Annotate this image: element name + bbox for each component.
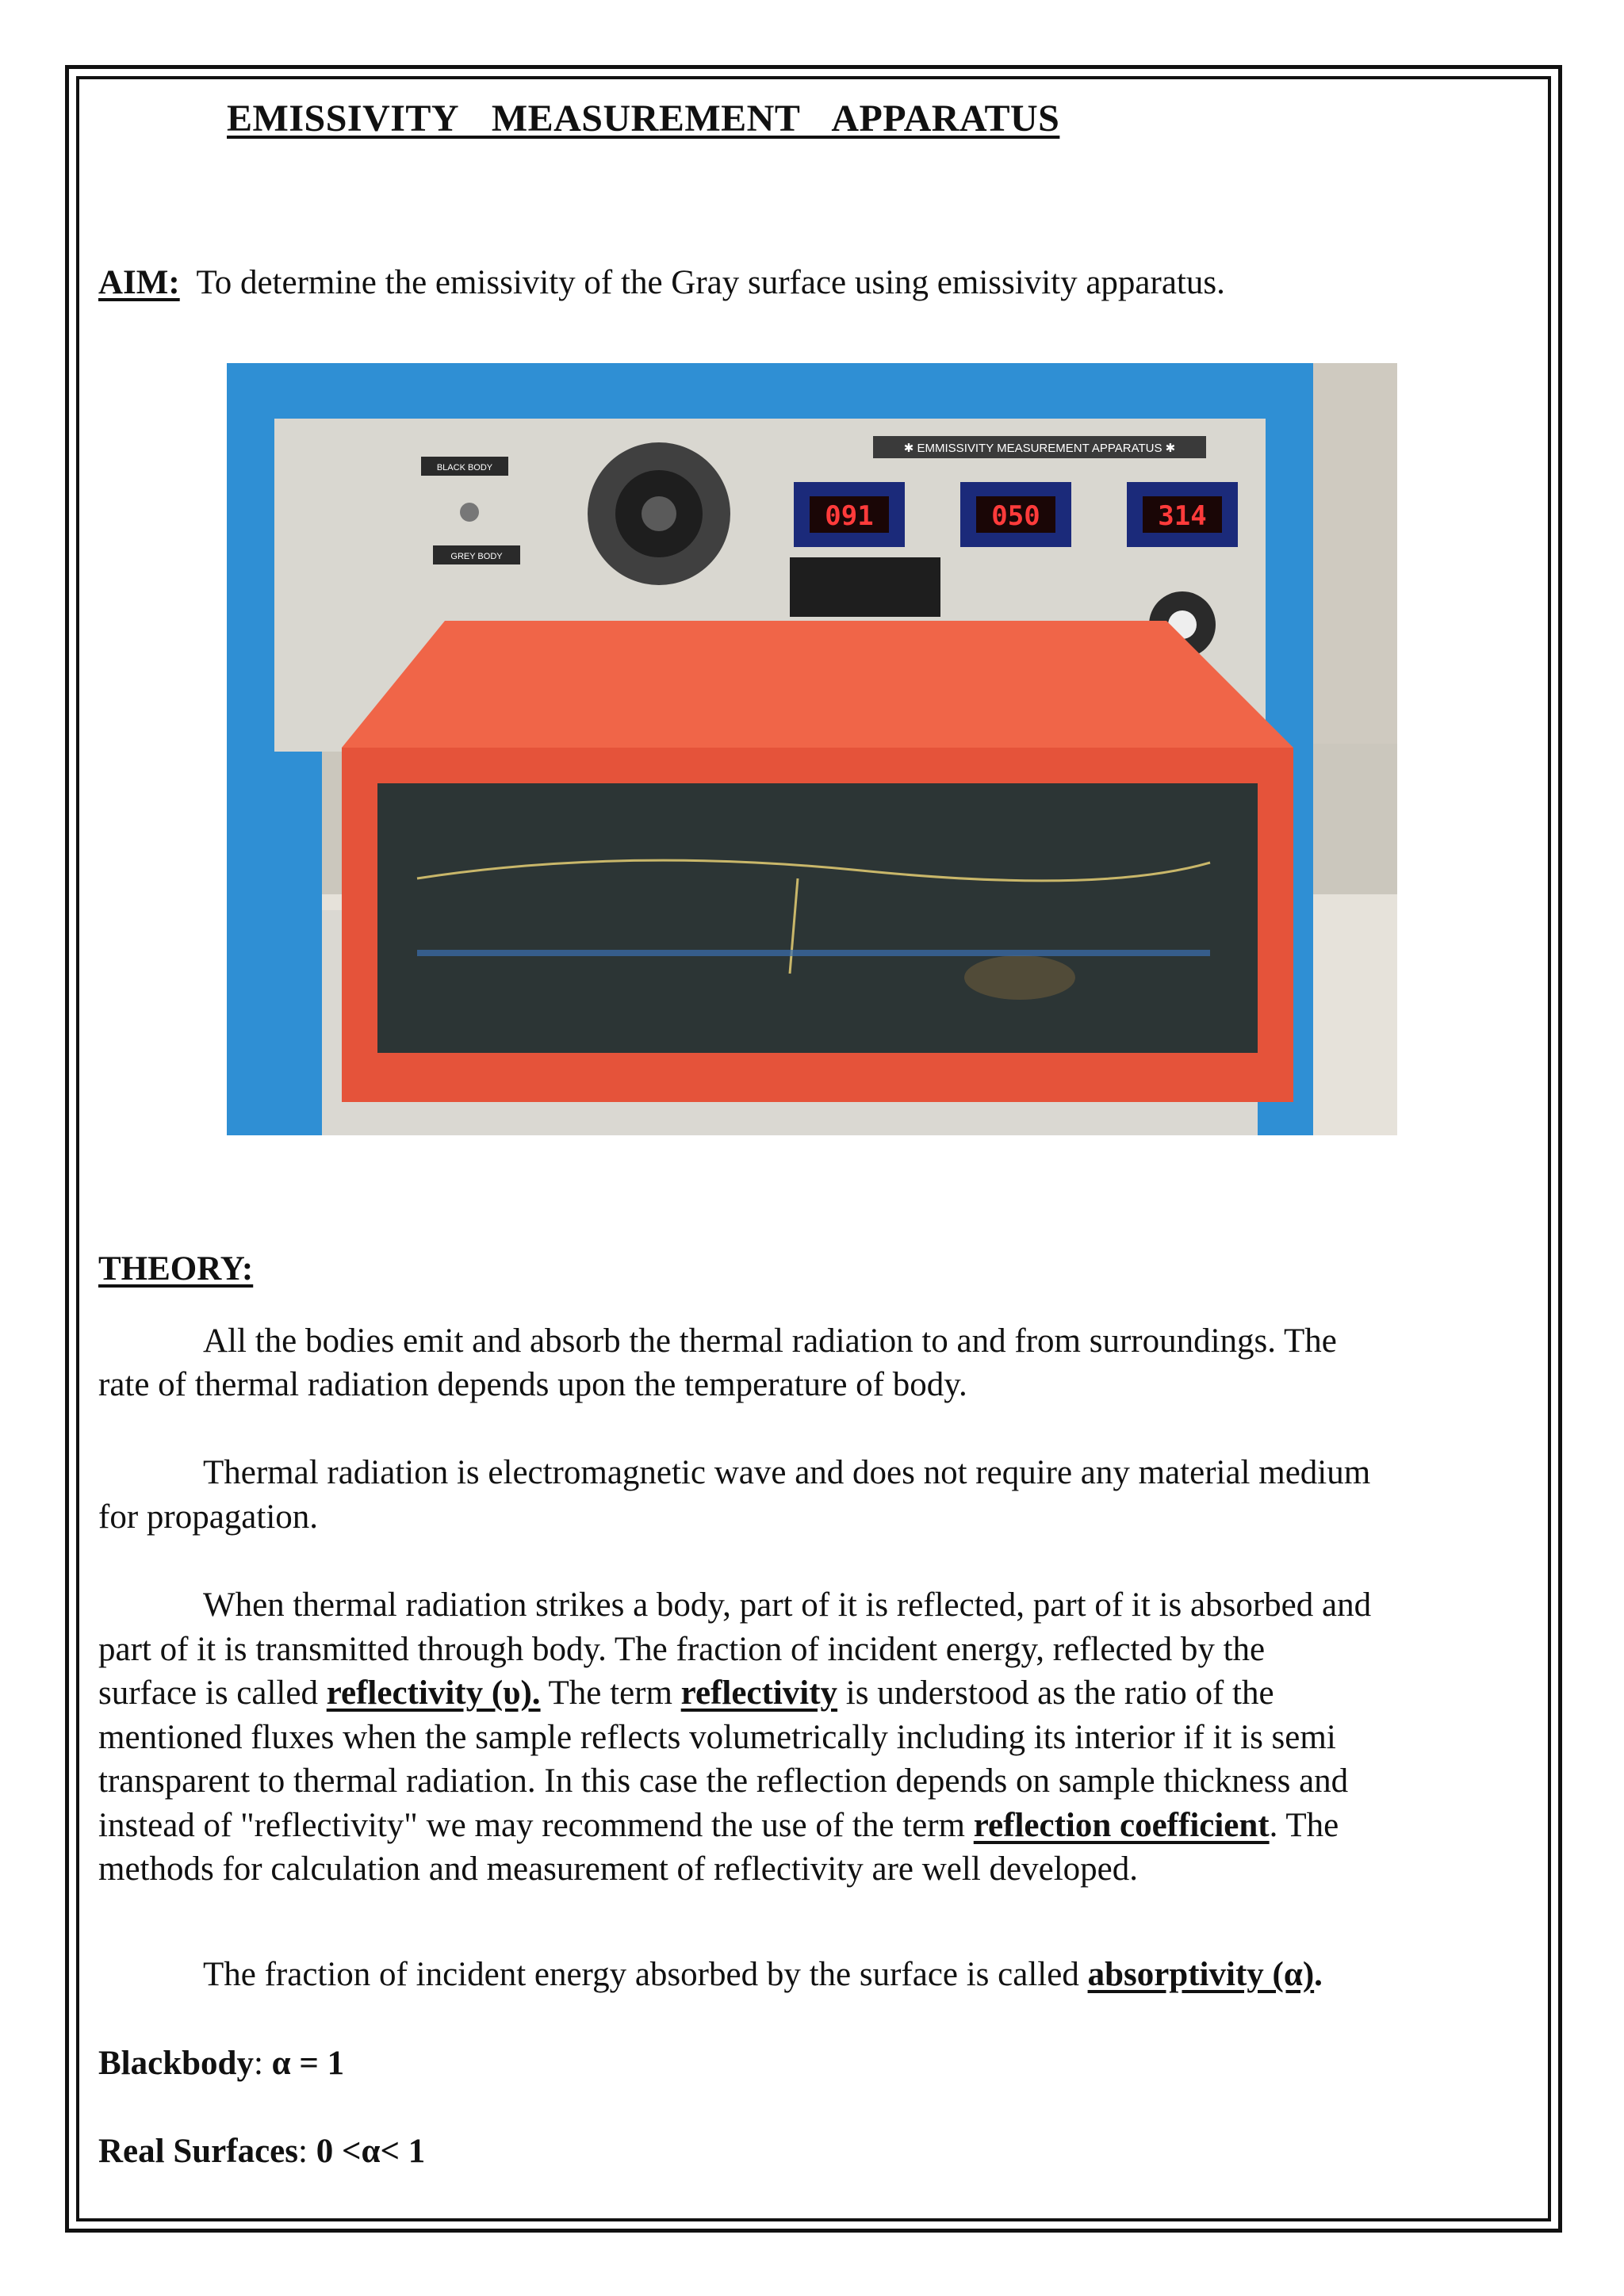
text-span: . xyxy=(1314,1956,1323,1993)
meter-3-readout: 314 xyxy=(1158,500,1207,532)
meter-1-readout: 091 xyxy=(825,500,874,532)
term-reflection-coefficient: reflection coefficient xyxy=(973,1807,1270,1844)
aim-label: AIM: xyxy=(98,264,180,301)
theory-p1-line2: rate of thermal radiation depends upon the temperature of body. xyxy=(98,1366,967,1403)
theory-p3-line4: mentioned fluxes when the sample reflects volumetrically including its interior if it is semi xyxy=(98,1719,1336,1756)
text-span: The term xyxy=(540,1674,681,1712)
apparatus-photo xyxy=(227,363,1397,1135)
dimmerstat-center xyxy=(642,496,676,531)
aim-text: To determine the emissivity of the Gray surface using emissivity apparatus. xyxy=(196,264,1225,301)
theory-p3-line6 xyxy=(98,1806,1339,1845)
enclosure-top xyxy=(342,621,1293,748)
term-absorptivity: absorptivity (α) xyxy=(1087,1956,1315,1993)
text-span: instead of "reflectivity" we may recommend the use of the term xyxy=(98,1807,974,1844)
blackbody-line xyxy=(98,2044,344,2083)
theory-p2-line2: for propagation. xyxy=(98,1498,319,1536)
text-span: is understood as the ratio of the xyxy=(837,1674,1274,1712)
enclosure-frame-right xyxy=(1258,748,1293,1100)
theory-p3-line5: transparent to thermal radiation. In this case the reflection depends on sample thickness and xyxy=(98,1762,1349,1800)
text-span: : xyxy=(253,2045,272,2082)
theory-heading: THEORY: xyxy=(98,1250,254,1288)
theory-p2-line1: Thermal radiation is electromagnetic wave and does not require any material medium xyxy=(203,1454,1371,1491)
theory-p3-line3 xyxy=(98,1674,1274,1712)
page-title: EMISSIVITY MEASUREMENT APPARATUS xyxy=(227,98,1060,140)
enclosure-frame-bottom xyxy=(342,1053,1293,1102)
blackbody-label: Blackbody xyxy=(98,2045,254,2082)
theory-p4 xyxy=(203,1955,1323,1994)
text-span: : xyxy=(297,2133,316,2170)
info-plate xyxy=(790,557,940,617)
text-span: surface is called xyxy=(98,1674,327,1712)
term-reflectivity-2: reflectivity xyxy=(680,1674,838,1712)
selector-switch xyxy=(460,503,479,522)
panel-label: ✱ EMMISSIVITY MEASUREMENT APPARATUS ✱ xyxy=(903,442,1176,455)
theory-p3-line1: When thermal radiation strikes a body, part of it is reflected, part of it is absorbed and xyxy=(203,1586,1372,1624)
test-plate xyxy=(417,950,1210,956)
frame-top xyxy=(227,363,1313,419)
term-reflectivity: reflectivity (υ). xyxy=(326,1674,541,1712)
black-body-label: BLACK BODY xyxy=(436,463,493,473)
meter-2-readout: 050 xyxy=(991,500,1040,532)
real-surfaces-label: Real Surfaces xyxy=(98,2133,298,2170)
enclosure-frame-top xyxy=(342,748,1293,783)
text-span: . The xyxy=(1269,1807,1339,1844)
theory-p3-line2: part of it is transmitted through body. The fraction of incident energy, reflected by the xyxy=(98,1631,1266,1668)
real-surfaces-value: 0 <α< 1 xyxy=(316,2133,426,2170)
aim-line xyxy=(98,263,1225,302)
theory-p3-line7: methods for calculation and measurement of reflectivity are well developed. xyxy=(98,1850,1138,1888)
frame-leg xyxy=(290,910,322,1135)
theory-p1-line1: All the bodies emit and absorb the thermal radiation to and from surroundings. The xyxy=(203,1322,1337,1360)
enclosure-frame-left xyxy=(342,748,377,1100)
blackbody-value: α = 1 xyxy=(271,2045,345,2082)
grey-body-label: GREY BODY xyxy=(450,552,503,561)
text-span: The fraction of incident energy absorbed by the surface is called xyxy=(203,1956,1088,1993)
sample-plate xyxy=(964,955,1075,1000)
real-surfaces-line xyxy=(98,2132,425,2171)
glass-window xyxy=(377,783,1258,1053)
